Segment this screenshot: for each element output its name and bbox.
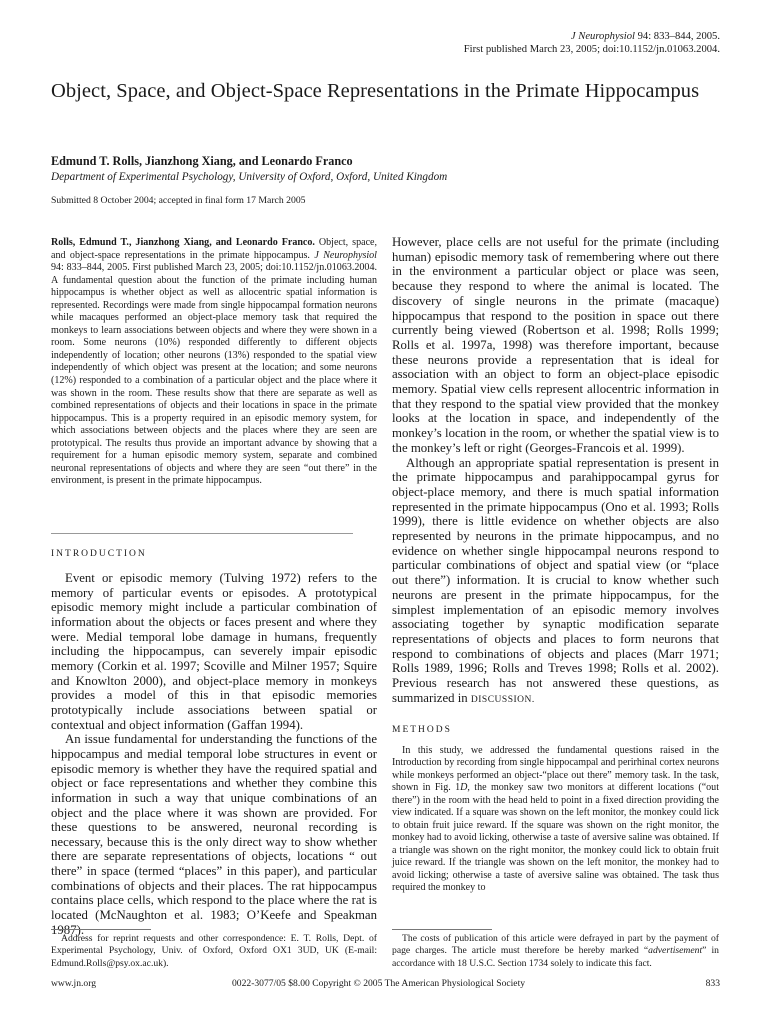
methods-text-b: , the monkey saw two monitors at different locations (“out there”) in the room with the head held to point in a fixed direction providing the view indicated. If a square was shown on the left monitor, the monkey could lick to obtain fruit juice reward. If the square was shown on the right monitor, the monkey had to avoid licking, otherwise a taste of aversive saline was obtained. If a triangle was shown on the right monitor, the monkey could lick to obtain fruit juice reward. If the triangle was shown on the left monitor, the monkey had to avoid licking; otherwise a taste of aversive saline was obtained. The task thus required the monkey to	[392, 782, 719, 893]
methods-heading: METHODS	[392, 725, 452, 735]
publication-doi-line: First published March 23, 2005; doi:10.1152/jn.01063.2004.	[463, 44, 720, 55]
figure-panel-ref: D	[460, 782, 468, 794]
abstract-citation-title: Object, space, and object-space representations in the primate hippocampus.	[51, 237, 377, 261]
introduction-paragraph-2: An issue fundamental for understanding the functions of the hippocampus and medial temporal lobe structures in event or episodic memory is whether they have the required spatial and object or face representations and whether they combine this information in such a way that unique combinations of an object and the place where it was shown are provided. For these questions to be answered, neuronal recording is necessary, because this is the only direct way to show whether there are separate representations of objects, locations “ out there” in space (termed “places” in this paper), and particular combinations of objects and their places. The rat hippocampus contains place cells, which respond to the place where the rat is located (McNaughton et al. 1983; O’Keefe and Speakman 1987).	[51, 732, 377, 937]
copyright-notice: 0022-3077/05 $8.00 Copyright © 2005 The American Physiological Society	[232, 978, 526, 989]
abstract-authors: Rolls, Edmund T., Jianzhong Xiang, and Leonardo Franco.	[51, 237, 315, 248]
abstract-divider	[51, 533, 353, 534]
methods-paragraph-1	[392, 745, 719, 894]
introduction-continued	[392, 235, 719, 708]
author-list: Edmund T. Rolls, Jianzhong Xiang, and Leonardo Franco	[51, 154, 353, 168]
journal-citation	[571, 30, 720, 43]
introduction-paragraph-1: Event or episodic memory (Tulving 1972) refers to the memory of particular events or episodes. A prototypical episodic memory might include a particular combination of information about the objects or faces present and where they were. Medial temporal lobe damage in humans, frequently including the hippocampus, can severely impair episodic memory (Corkin et al. 1997; Scoville and Milner 1957; Squire and Knowlton 2000), and object-place memory in monkeys provides a model of this in that episodic memories prototypically include associations between spatial or contextual and object information (Gaffan 1994).	[51, 571, 377, 732]
footnote-divider-left	[51, 929, 151, 930]
cost-footnote-text-a: The costs of publication of this article were defrayed in part by the payment of page charges. The article must therefore be hereby marked “	[392, 933, 719, 957]
journal-name: J Neurophysiol	[570, 31, 635, 42]
discussion-reference: DISCUSSION.	[470, 694, 535, 705]
methods-text-a: In this study, we addressed the fundamental questions raised in the Introduction by recording from single hippocampal and perirhinal cortex neurons while monkeys performed an object-“place out there” memory task. In the task, shown in Fig. 1	[392, 745, 719, 794]
footnote-divider-right	[392, 929, 492, 930]
paper-title: Object, Space, and Object-Space Representations in the Primate Hippocampus	[51, 80, 700, 102]
page-number: 833	[705, 978, 720, 989]
cost-footnote-advertisement: advertisement	[648, 945, 703, 957]
introduction-body	[51, 571, 377, 937]
abstract	[51, 237, 377, 488]
right-paragraph-1: However, place cells are not useful for the primate (including human) episodic memory task of remembering where out there in the environment a particular object or place was seen, because they respond to where the animal is located. The discovery of single neurons in the primate (macaque) hippocampus that respond to the position in space out there currently being viewed (Robertson et al. 1998; Rolls 1999; Rolls et al. 1997a, 1998) was therefore important, because these neurons provide a representation that is ideal for association with an object to form an object-place episodic memory. Spatial view cells represent allocentric information in that they respond to the spatial view provided that the monkey looks at the location in space, and independently of the monkey’s location in the room, or whether the spatial view is to the monkey’s left or right (Georges-Francois et al. 1999).	[392, 235, 719, 455]
publication-cost-footnote	[392, 933, 719, 970]
abstract-body: 94: 833–844, 2005. First published March 23, 2005; doi:10.1152/jn.01063.2004. A fundamental question about the function of the primate including human hippocampus is whether object as well as allocentric spatial information is represented. Recordings were made from single hippocampal formation neurons while macaques performed an object-place memory task that required the monkeys to learn associations between objects and where they were shown in a room. Some neurons (10%) responded differently to different objects independently of location; other neurons (13%) responded to the spatial view independently of which object was present at the location; and some neurons (12%) responded to a combination of a particular object and the place where it was shown in the room. These results show that there are separate as well as combined representations of objects and their locations in space in the primate hippocampus. This is a property required in an episodic memory system, for which associations between objects and the places where they are seen are prototypical. The results thus provide an important advance by showing that a requirement for a human episodic memory system, separate and combined neuronal representations of objects and where they are seen “out there” in the environment, is present in the primate hippocampus.	[51, 262, 377, 487]
submission-dates: Submitted 8 October 2004; accepted in final form 17 March 2005	[51, 195, 306, 206]
abstract-journal: J Neurophysiol	[314, 249, 377, 261]
journal-volume-pages: 94: 833–844, 2005.	[634, 31, 720, 42]
right-paragraph-2-text: Although an appropriate spatial representation is present in the primate hippocampus and parahippocampal gyrus for object-place memory, and there is much spatial information represented in the primate hippocampus (Ono et al. 1993; Rolls 1999), there is little evidence on whether objects are also represented by neurons in the primate hippocampus, and no evidence on whether single hippocampal neurons respond to particular combinations of object and spatial view (or “place out there”) information. It is crucial to know whether such neurons are present in the primate hippocampus, for the simplest implementation of an episodic memory involves associating together by synaptic modification separate representations of objects and places to form neurons that respond to combinations of objects and places (Marr 1971; Rolls 1989, 1996; Rolls and Treves 1998; Rolls et al. 2002). Previous research has not answered these questions, as summarized in	[392, 455, 719, 705]
right-paragraph-2	[392, 456, 719, 708]
cost-footnote-text-b: ” in accordance with 18 U.S.C. Section 1734 solely to indicate this fact.	[392, 945, 719, 969]
correspondence-footnote: Address for reprint requests and other correspondence: E. T. Rolls, Dept. of Experimental Psychology, Univ. of Oxford, Oxford OX1 3UD, UK (E-mail: Edmund.Rolls@psy.ox.ac.uk).	[51, 933, 377, 969]
author-affiliation: Department of Experimental Psychology, University of Oxford, Oxford, United Kingdom	[51, 171, 448, 183]
journal-website: www.jn.org	[51, 978, 97, 989]
introduction-heading: INTRODUCTION	[51, 549, 147, 559]
methods-body	[392, 745, 719, 894]
